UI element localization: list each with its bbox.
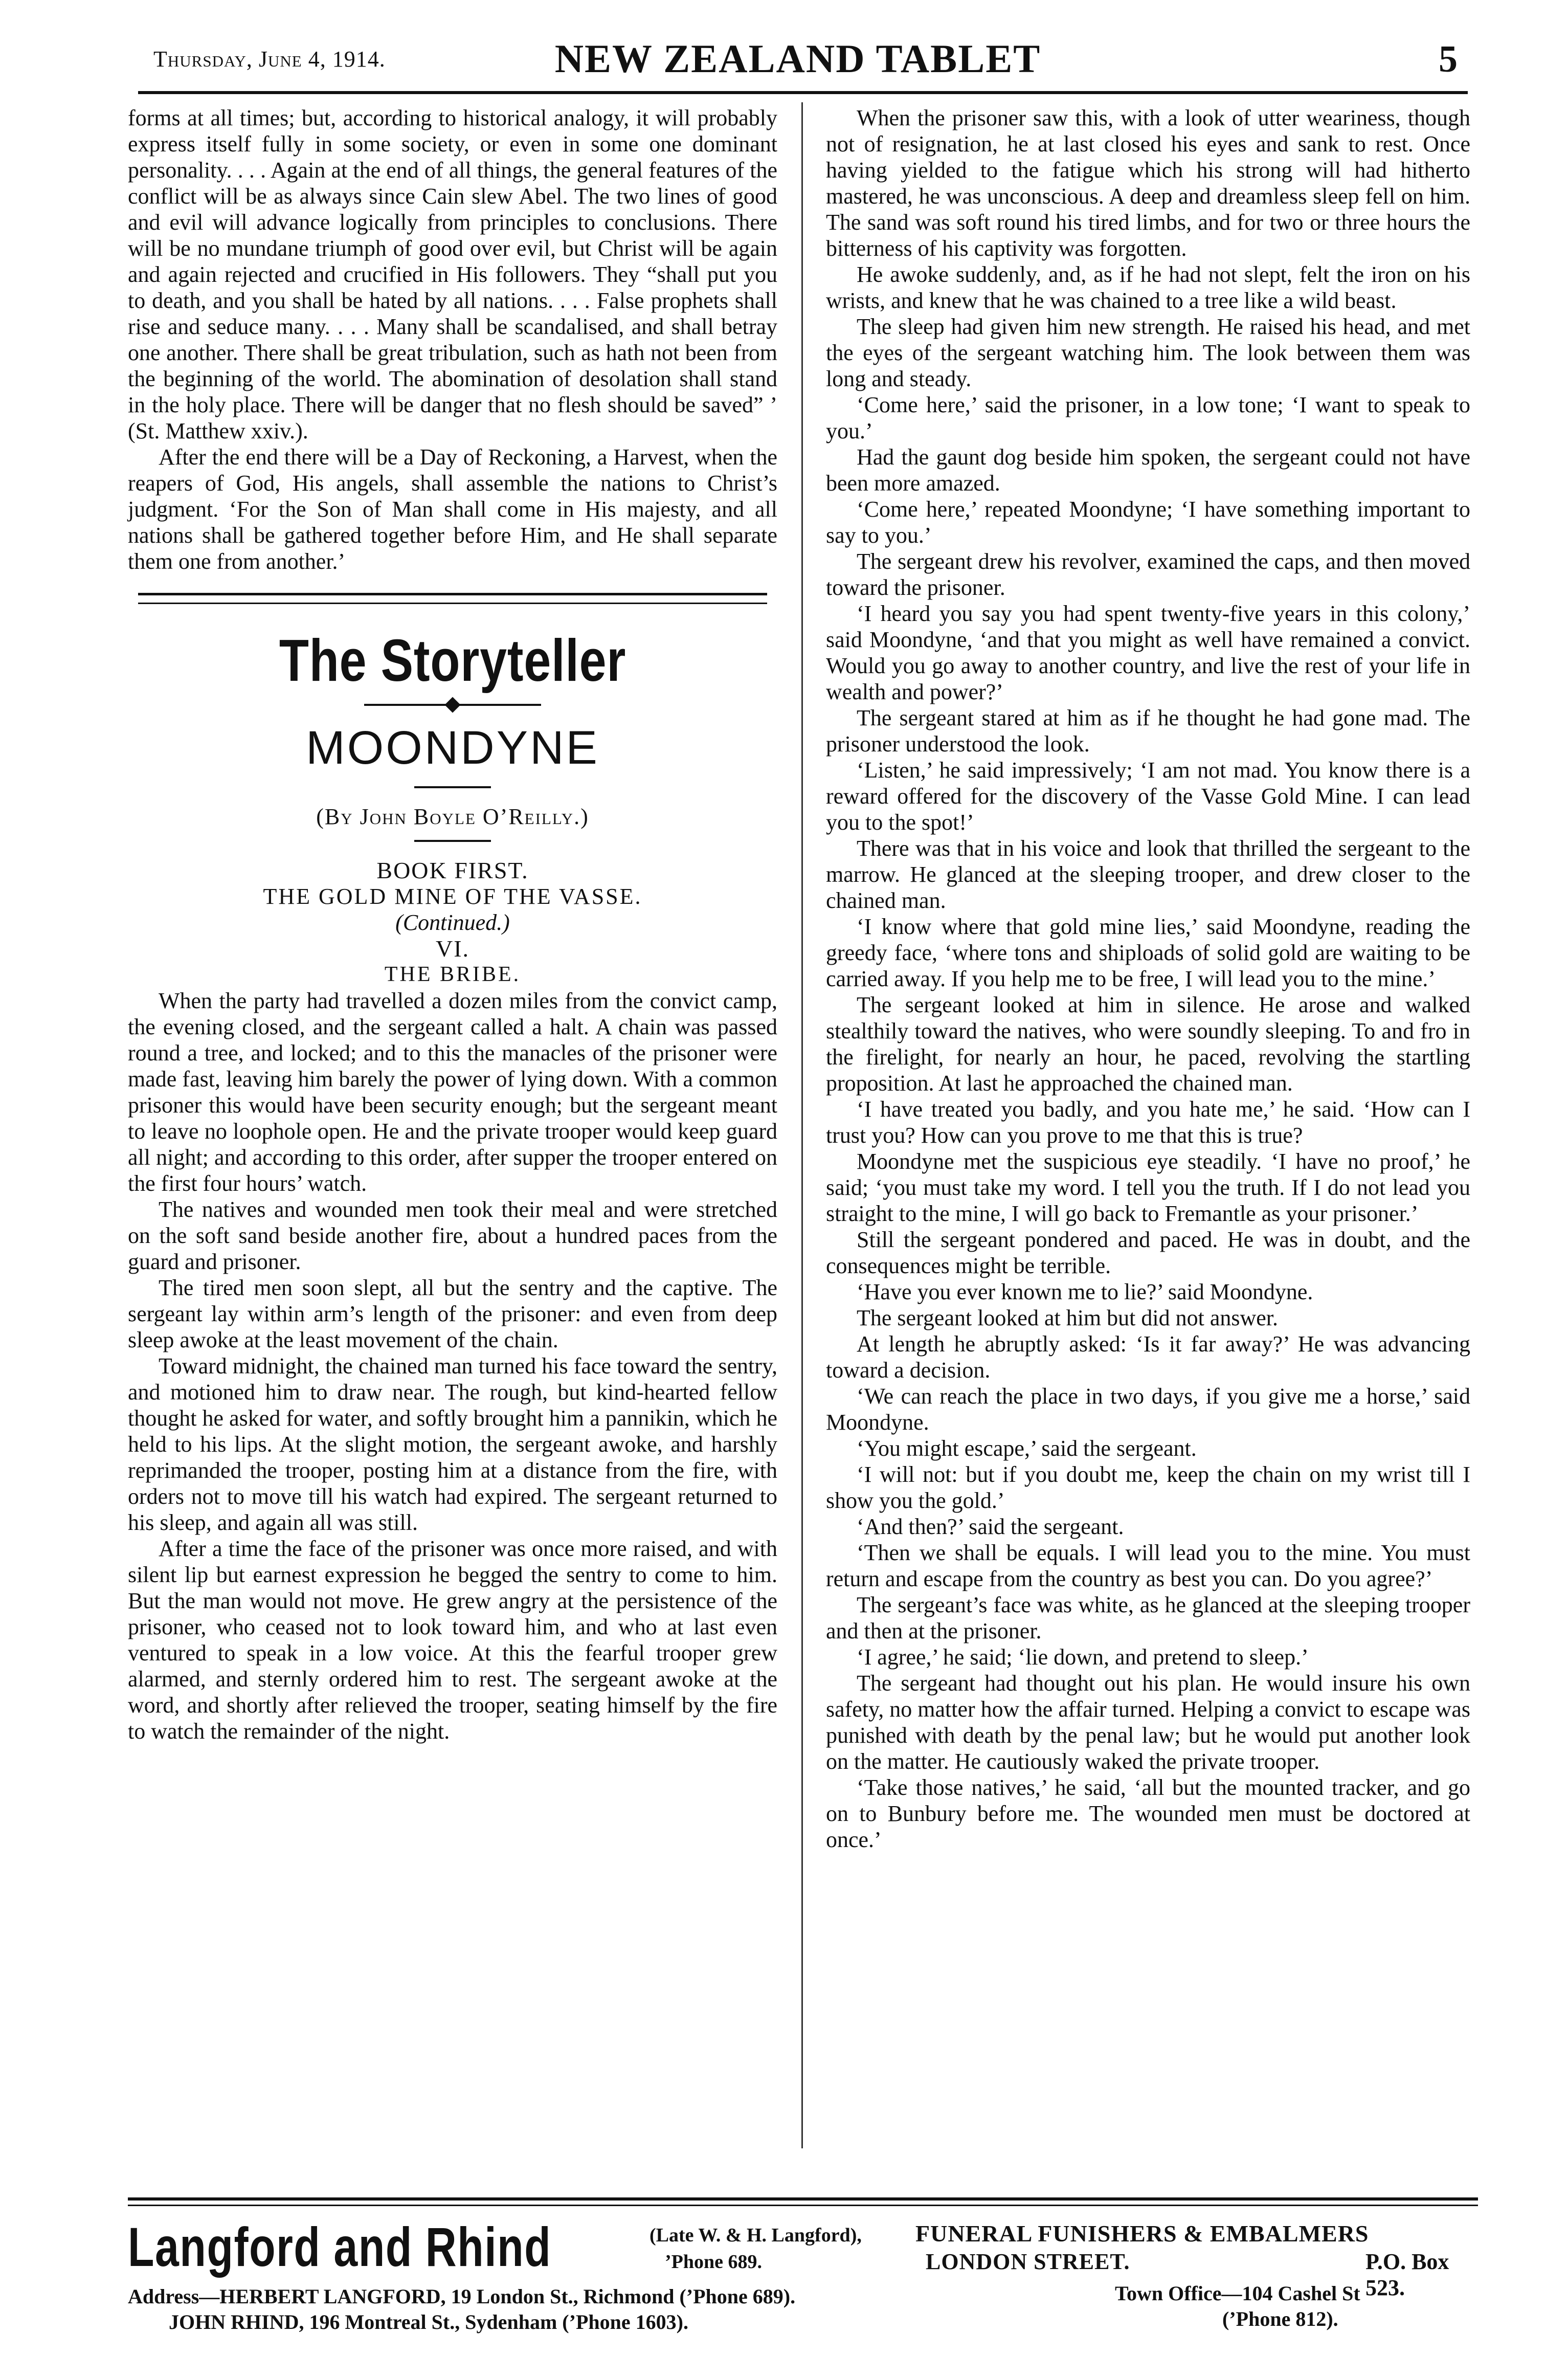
story-paragraph: ‘I heard you say you had spent twenty-five years in this colony,’ said Moondyne, ‘and that you might as well have remained a convict. Would you go away to another country, and live the rest of your life in wealth and power?’ xyxy=(826,601,1470,704)
story-paragraph: The sergeant had thought out his plan. He would insure his own safety, no matter how the affair turned. Helping a convict to escape was punished with death by the penal law; but he would put another look on the matter. He cautiously waked the private trooper. xyxy=(826,1671,1470,1774)
intro-paragraph-2: After the end there will be a Day of Reckoning, a Harvest, when the reapers of God, His angels, shall assemble the nations to Christ’s judgment. ‘For the Son of Man shall come in His majesty, and all nations shall be gathered together before Him, and He shall separate them one from another.’ xyxy=(128,445,777,574)
story-paragraph: ‘Come here,’ said the prisoner, in a low tone; ‘I want to speak to you.’ xyxy=(826,392,1470,443)
advert-business-name: Langford and Rhind xyxy=(128,2216,552,2278)
advert-address-langford: Address—HERBERT LANGFORD, 19 London St., Richmond (’Phone 689). xyxy=(128,2285,796,2308)
right-column xyxy=(826,105,1470,1853)
story-paragraph: The sleep had given him new strength. He raised his head, and met the eyes of the sergeant watching him. The look between them was long and steady. xyxy=(826,314,1470,391)
header-rule xyxy=(138,91,1468,94)
story-paragraph: Moondyne met the suspicious eye steadily. ‘I have no proof,’ he said; ‘you must take my word. I tell you the truth. If I do not lead you straight to the mine, I will go back to Fremantle as your prisoner.’ xyxy=(826,1149,1470,1226)
column-divider xyxy=(801,102,803,2148)
story-paragraph: ‘We can reach the place in two days, if you give me a horse,’ said Moondyne. xyxy=(826,1384,1470,1435)
story-paragraph: When the party had travelled a dozen miles from the convict camp, the evening closed, and the sergeant called a halt. A chain was passed round a tree, and locked; and to this the manacles of the prisoner were made fast, leaving him barely the power of lying down. With a common prisoner this would have been security enough; but the sergeant meant to leave no loophole open. He and the private trooper would keep guard all night; and according to this order, after supper the trooper entered on the first four hours’ watch. xyxy=(128,988,777,1196)
section-double-rule xyxy=(138,593,767,604)
advert-town-office: Town Office—104 Cashel St xyxy=(1115,2282,1360,2305)
story-paragraph: ‘I have treated you badly, and you hate me,’ he said. ‘How can I trust you? How can you prove to me that this is true? xyxy=(826,1097,1470,1148)
advert-late-note: (Late W. & H. Langford), xyxy=(649,2225,862,2246)
advert-services: FUNERAL FUNISHERS & EMBALMERS xyxy=(915,2220,1369,2247)
story-paragraph: The sergeant’s face was white, as he glanced at the sleeping trooper and then at the prisoner. xyxy=(826,1592,1470,1643)
part-title: THE GOLD MINE OF THE VASSE. xyxy=(263,884,642,909)
left-column xyxy=(128,105,777,1744)
advert-top-rule xyxy=(128,2197,1478,2201)
story-author: (By John Boyle O’Reilly.) xyxy=(316,804,589,829)
story-paragraph: ‘You might escape,’ said the sergeant. xyxy=(857,1436,1197,1461)
story-title: MOONDYNE xyxy=(306,722,599,774)
story-paragraph: ‘Then we shall be equals. I will lead you to the mine. You must return and escape from the country as best you can. Do you agree?’ xyxy=(826,1540,1470,1591)
advert-street: LONDON STREET. xyxy=(926,2249,1130,2274)
advertisement xyxy=(128,2215,1478,2332)
page-header xyxy=(138,31,1458,87)
issue-date: Thursday, June 4, 1914. xyxy=(153,47,386,72)
chapter-title: THE BRIBE. xyxy=(384,963,521,986)
story-paragraph: The tired men soon slept, all but the sentry and the captive. The sergeant lay within arm’s length of the prisoner: and even from deep sleep awoke at the least movement of the chain. xyxy=(128,1275,777,1352)
story-paragraph: When the prisoner saw this, with a look of utter weariness, though not of resignation, he at last closed his eyes and sank to rest. Once having yielded to the fatigue which his strong will had hitherto mastered, he was unconscious. A deep and dreamless sleep fell on him. The sand was soft round his tired limbs, and for two or three hours the bitterness of his captivity was forgotten. xyxy=(826,105,1470,261)
story-paragraph: ‘Listen,’ he said impressively; ‘I am not mad. You know there is a reward offered for the discovery of the Vasse Gold Mine. I can lead you to the spot!’ xyxy=(826,758,1470,835)
story-paragraph: The natives and wounded men took their meal and were stretched on the soft sand beside another fire, about a hundred paces from the guard and prisoner. xyxy=(128,1197,777,1274)
story-paragraph: ‘Have you ever known me to lie?’ said Moondyne. xyxy=(857,1279,1313,1304)
advert-phone: ’Phone 689. xyxy=(665,2251,762,2273)
story-paragraph: The sergeant stared at him as if he thought he had gone mad. The prisoner understood the look. xyxy=(826,705,1470,757)
ornament-divider xyxy=(128,699,777,710)
story-paragraph: There was that in his voice and look that thrilled the sergeant to the marrow. He glanced at the sleeping trooper, and drew closer to the chained man. xyxy=(826,836,1470,913)
story-paragraph: The sergeant looked at him in silence. He arose and walked stealthily toward the natives, who were soundly sleeping. To and fro in the firelight, for nearly an hour, he paced, revolving the startling proposition. At last he approached the chained man. xyxy=(826,992,1470,1096)
story-paragraph: At length he abruptly asked: ‘Is it far away?’ He was advancing toward a decision. xyxy=(826,1331,1470,1383)
story-paragraph: The sergeant looked at him but did not answer. xyxy=(857,1305,1279,1330)
advert-po-box: P.O. Box 523. xyxy=(1365,2249,1449,2300)
masthead-title: NEW ZEALAND TABLET xyxy=(554,36,1041,81)
story-paragraph: Toward midnight, the chained man turned his face toward the sentry, and motioned him to draw near. The rough, but kind-hearted fellow thought he asked for water, and softly brought him a pannikin, which he held to his lips. At the slight motion, the sergeant awoke, and harshly reprimanded the trooper, posting him at a distance from the fire, with orders not to move till his watch had expired. The sergeant returned to his sleep, and again all was still. xyxy=(128,1353,777,1535)
advert-address-rhind: JOHN RHIND, 196 Montreal St., Sydenham (’Phone 1603). xyxy=(169,2310,688,2333)
section-heading: The Storyteller xyxy=(279,627,626,694)
advert-town-phone: (’Phone 812). xyxy=(1222,2307,1338,2330)
story-paragraph: ‘I will not: but if you doubt me, keep the chain on my wrist till I show you the gold.’ xyxy=(826,1462,1470,1513)
continued-label: (Continued.) xyxy=(395,910,510,935)
story-paragraph: ‘Take those natives,’ he said, ‘all but the mounted tracker, and go on to Bunbury before me. The wounded men must be doctored at once.’ xyxy=(826,1775,1470,1852)
book-label: BOOK FIRST. xyxy=(376,857,529,883)
story-paragraph: The sergeant drew his revolver, examined the caps, and then moved toward the prisoner. xyxy=(826,549,1470,600)
story-paragraph: After a time the face of the prisoner was once more raised, and with silent lip but earnest expression he begged the sentry to come to him. But the man would not move. He grew angry at the persistence of the prisoner, who ceased not to look toward him, and who at last even ventured to speak in a low voice. At this the fearful trooper grew alarmed, and sternly ordered him to rest. The sergeant awoke at the word, and shortly after relieved the trooper, seating himself by the fire to watch the remainder of the night. xyxy=(128,1536,777,1744)
story-paragraph: ‘I agree,’ he said; ‘lie down, and pretend to sleep.’ xyxy=(857,1644,1309,1670)
story-paragraph: ‘I know where that gold mine lies,’ said Moondyne, reading the greedy face, ‘where tons and shiploads of solid gold are waiting to be carried away. If you help me to be free, I will lead you to the mine.’ xyxy=(826,914,1470,991)
story-paragraph: ‘Come here,’ repeated Moondyne; ‘I have something important to say to you.’ xyxy=(826,497,1470,548)
page-number: 5 xyxy=(1439,38,1458,80)
story-paragraph: He awoke suddenly, and, as if he had not slept, felt the iron on his wrists, and knew that he was chained to a tree like a wild beast. xyxy=(826,262,1470,313)
story-paragraph: Still the sergeant pondered and paced. He was in doubt, and the consequences might be terrible. xyxy=(826,1227,1470,1278)
advert-top-rule-thin xyxy=(128,2205,1478,2206)
story-paragraph: ‘And then?’ said the sergeant. xyxy=(857,1514,1124,1539)
intro-paragraph-1: forms at all times; but, according to historical analogy, it will probably express itself fully in some society, or even in some one dominant personality. . . . Again at the end of all things, the general features of the conflict will be as always since Cain slew Abel. The two lines of good and evil will advance logically from principles to conclusions. There will be no mundane triumph of good over evil, but Christ will be again and again rejected and crucified in His followers. They “shall put you to death, and you shall be hated by all nations. . . . False prophets shall rise and seduce many. . . . Many shall be scandalised, and shall betray one another. There shall be great tribulation, such as hath not been from the beginning of the world. The abomination of desolation shall stand in the holy place. There will be danger that no flesh should be saved” ’ (St. Matthew xxiv.). xyxy=(128,105,777,443)
story-paragraph: Had the gaunt dog beside him spoken, the sergeant could not have been more amazed. xyxy=(826,445,1470,496)
author-rule xyxy=(414,840,491,842)
title-rule xyxy=(414,786,491,788)
chapter-number: VI. xyxy=(435,936,470,962)
